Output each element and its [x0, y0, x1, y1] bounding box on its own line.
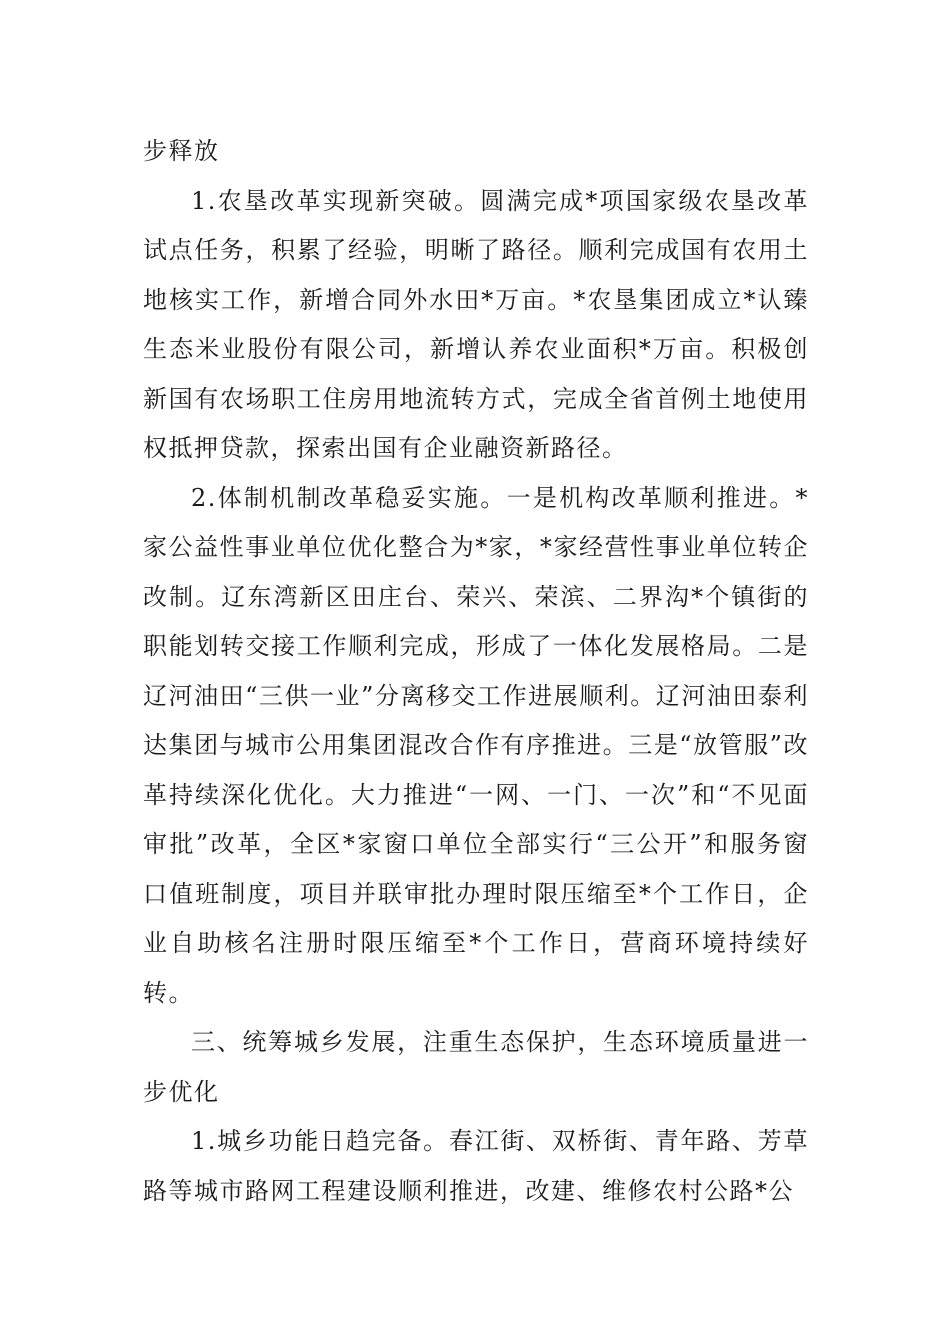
paragraph-continuation: 步释放 [143, 137, 220, 165]
section-heading-urban-rural: 三、统筹城乡发展，注重生态保护，生态环境质量进一步优化 [143, 1028, 809, 1106]
document-body [143, 127, 809, 1216]
paragraph-agricultural-reform: 1.农垦改革实现新突破。圆满完成*项国家级农垦改革试点任务，积累了经验，明晰了路径。顺利完成国有农用土地核实工作，新增合同外水田*万亩。*农垦集团成立*认臻生态米业股份有限公司，新增认养农业面积*万亩。积极创新国有农场职工住房用地流转方式，完成全省首例土地使用权抵押贷款，探索出国有企业融资新路径。 [143, 186, 809, 462]
paragraph-institutional-reform: 2.体制机制改革稳妥实施。一是机构改革顺利推进。*家公益性事业单位优化整合为*家，*家经营性事业单位转企改制。辽东湾新区田庄台、荣兴、荣滨、二界沟*个镇街的职能划转交接工作顺利完成，形成了一体化发展格局。二是辽河油田“三供一业”分离移交工作进展顺利。辽河油田泰利达集团与城市公用集团混改合作有序推进。三是“放管服”改革持续深化优化。大力推进“一网、一门、一次”和“不见面审批”改革，全区*家窗口单位全部实行“三公开”和服务窗口值班制度，项目并联审批办理时限压缩至*个工作日，企业自助核名注册时限压缩至*个工作日，营商环境持续好转。 [143, 483, 809, 1007]
paragraph-urban-rural-functions: 1.城乡功能日趋完备。春江街、双桥街、青年路、芳草路等城市路网工程建设顺利推进，改建、维修农村公路*公 [143, 1127, 809, 1205]
